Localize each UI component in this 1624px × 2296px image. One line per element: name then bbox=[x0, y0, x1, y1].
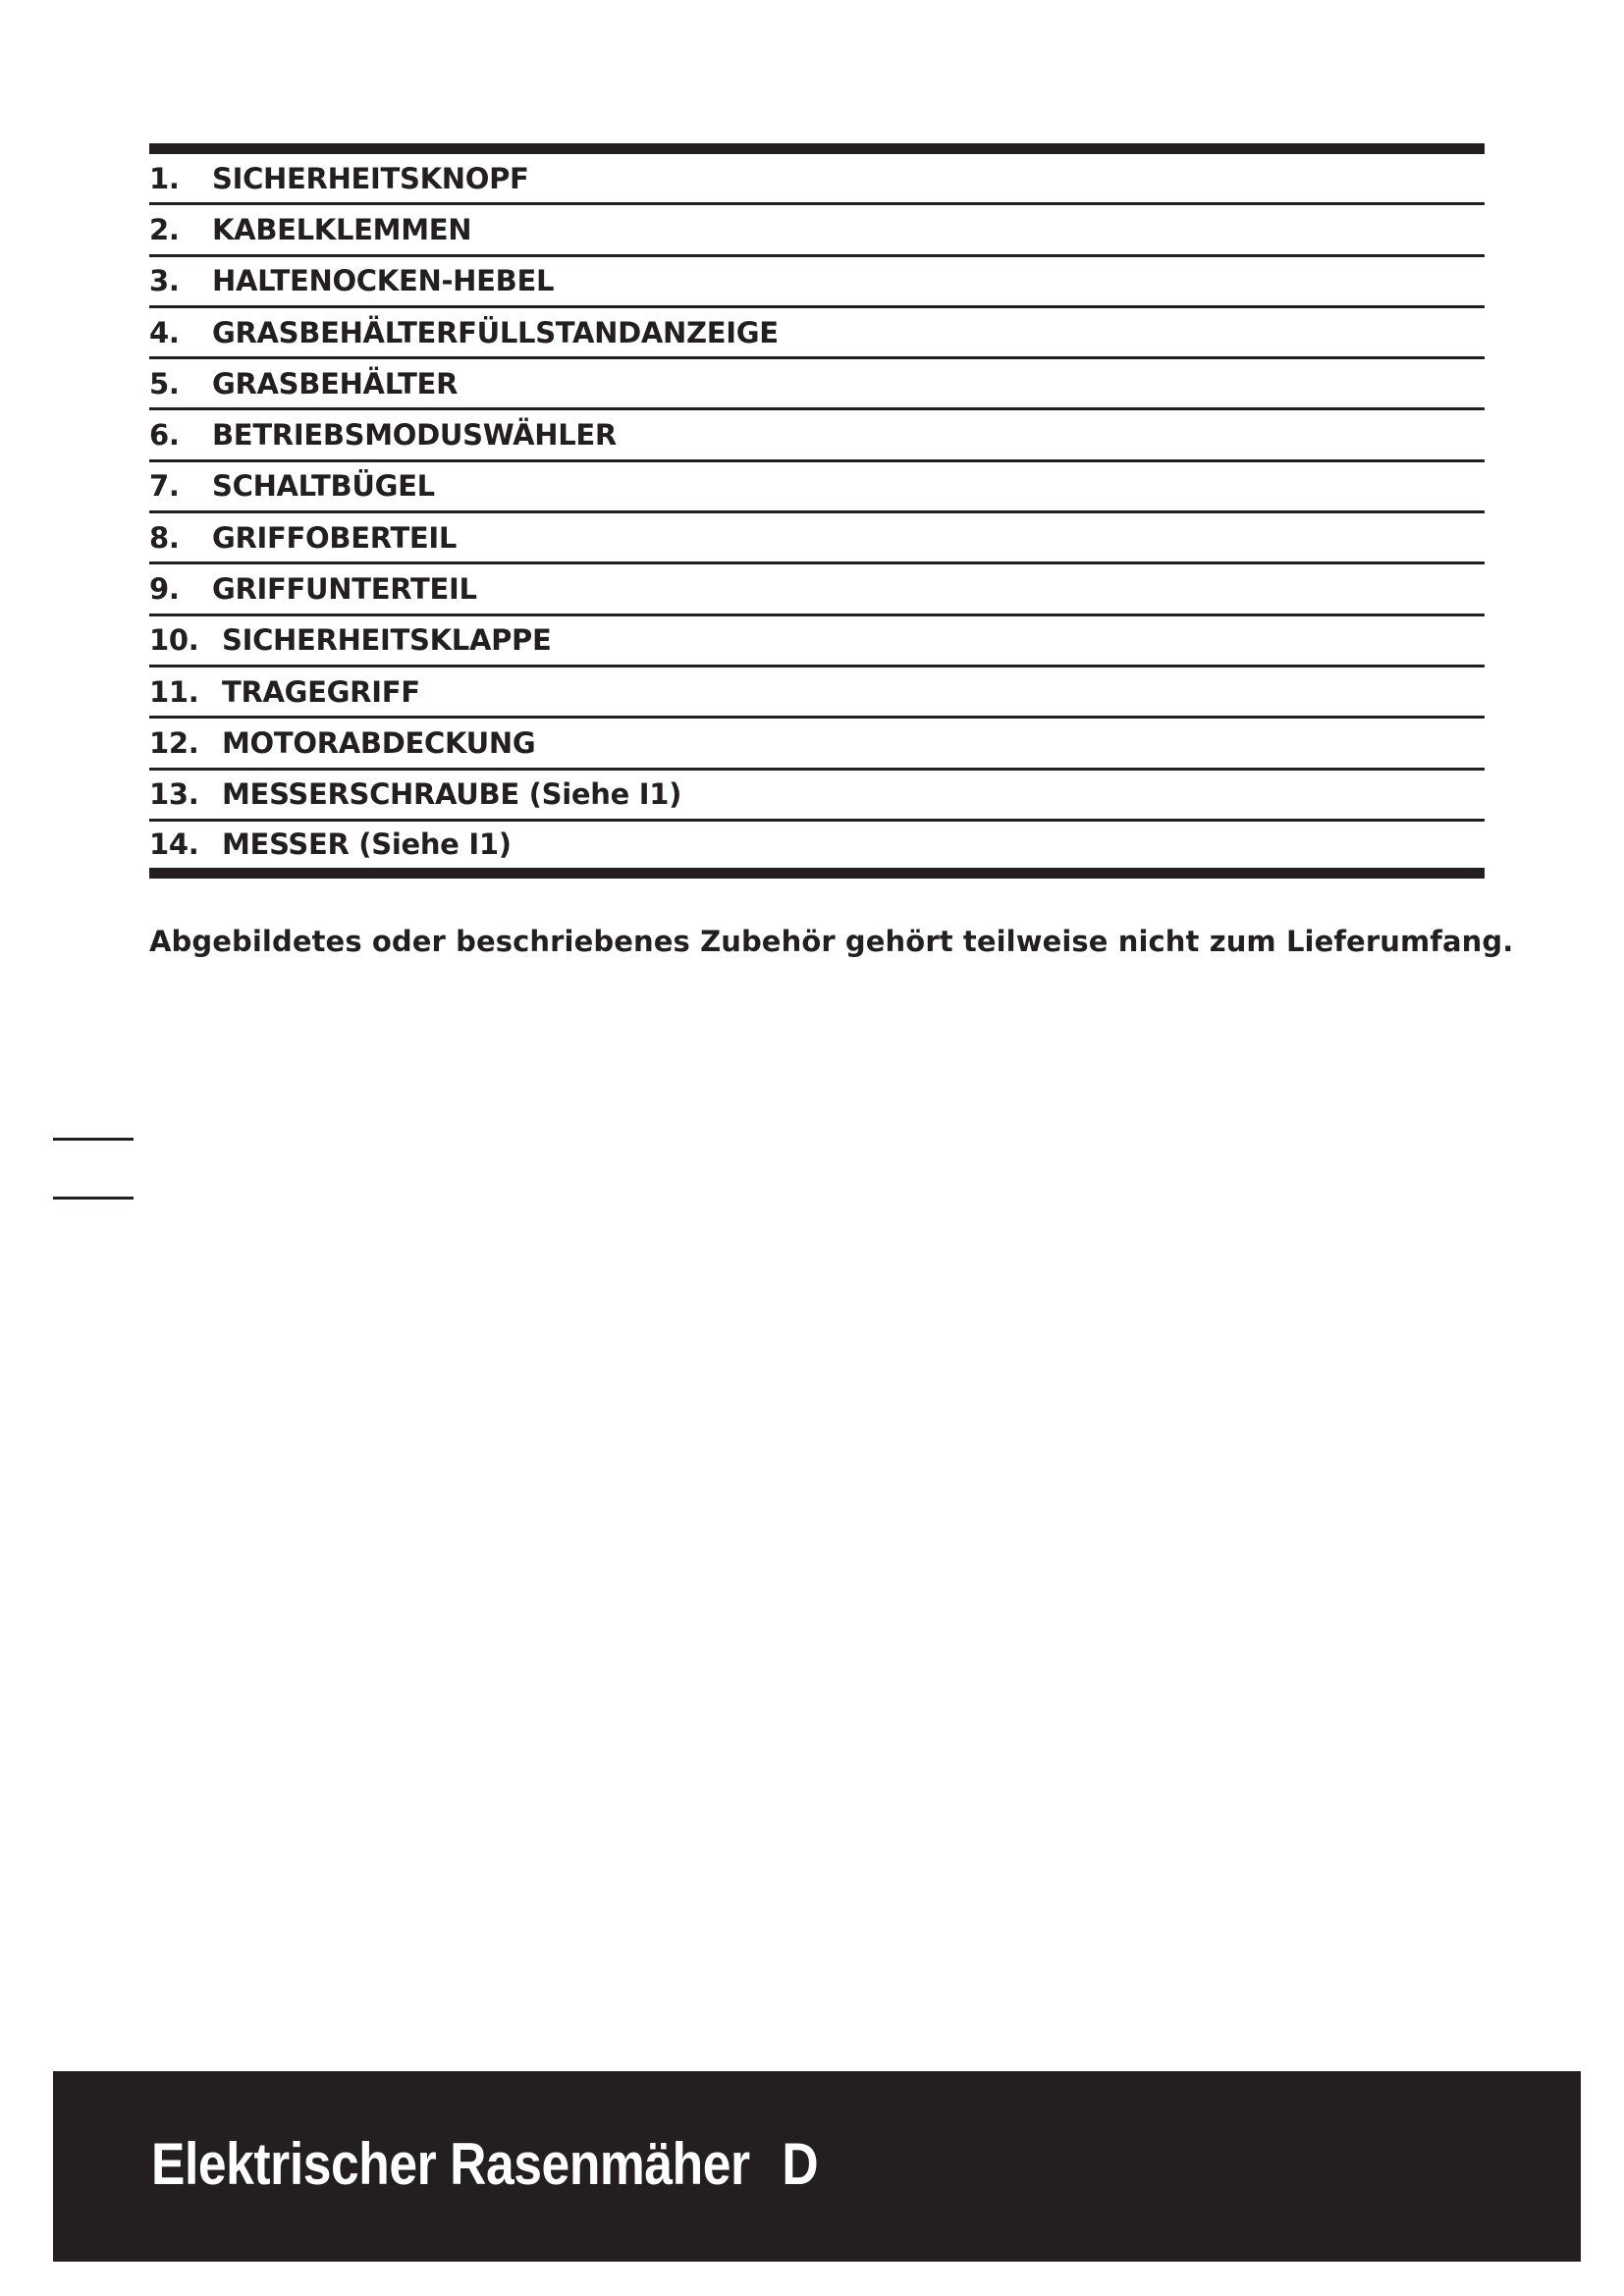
part-number: 4. bbox=[149, 315, 180, 349]
part-label: GRIFFUNTERTEIL bbox=[212, 572, 477, 607]
parts-list-item bbox=[149, 462, 1485, 513]
product-title: Elektrischer Rasenmäher bbox=[151, 2131, 750, 2197]
part-label: SICHERHEITSKNOPF bbox=[212, 161, 529, 195]
part-number: 14. bbox=[149, 828, 199, 862]
margin-rule bbox=[53, 1197, 134, 1200]
part-label: GRASBEHÄLTERFÜLLSTANDANZEIGE bbox=[212, 315, 779, 349]
parts-list-item bbox=[149, 410, 1485, 461]
part-number: 5. bbox=[149, 366, 180, 400]
part-label: MOTORABDECKUNG bbox=[222, 725, 536, 760]
part-number: 3. bbox=[149, 264, 180, 298]
parts-list-item bbox=[149, 616, 1485, 667]
parts-list bbox=[149, 143, 1485, 879]
parts-list-item bbox=[149, 308, 1485, 359]
parts-list-item bbox=[149, 564, 1485, 615]
part-number: 7. bbox=[149, 469, 180, 504]
part-number: 1. bbox=[149, 161, 180, 195]
part-number: 2. bbox=[149, 212, 180, 246]
part-number: 10. bbox=[149, 623, 199, 658]
part-label-text: MESSER bbox=[222, 828, 350, 862]
part-number: 12. bbox=[149, 725, 199, 760]
part-note: (Siehe I1) bbox=[358, 828, 512, 862]
part-label bbox=[222, 777, 681, 811]
part-label bbox=[222, 828, 512, 861]
parts-list-item bbox=[149, 513, 1485, 564]
parts-list-item bbox=[149, 667, 1485, 719]
part-label: HALTENOCKEN-HEBEL bbox=[212, 264, 555, 298]
part-number: 9. bbox=[149, 572, 180, 607]
language-code: D bbox=[782, 2131, 819, 2197]
accessories-disclaimer: Abgebildetes oder beschriebenes Zubehör gehört teilweise nicht zum Lieferumfang. bbox=[149, 925, 1514, 958]
part-note: (Siehe I1) bbox=[528, 777, 682, 812]
part-label: KABELKLEMMEN bbox=[212, 212, 472, 246]
footer-title bbox=[151, 2130, 818, 2198]
parts-list-item bbox=[149, 719, 1485, 770]
part-label: TRAGEGRIFF bbox=[222, 674, 420, 709]
part-number: 6. bbox=[149, 418, 180, 453]
part-label: GRIFFOBERTEIL bbox=[212, 520, 458, 555]
footer-band bbox=[53, 2071, 1581, 2262]
parts-list-item bbox=[149, 257, 1485, 308]
margin-rule bbox=[53, 1138, 134, 1141]
part-label: SCHALTBÜGEL bbox=[212, 469, 435, 504]
parts-list-item bbox=[149, 154, 1485, 205]
part-number: 11. bbox=[149, 674, 199, 709]
parts-list-item bbox=[149, 771, 1485, 822]
parts-list-item bbox=[149, 205, 1485, 256]
part-label-text: MESSERSCHRAUBE bbox=[222, 777, 519, 812]
part-number: 8. bbox=[149, 520, 180, 555]
parts-list-item bbox=[149, 822, 1485, 879]
part-label: SICHERHEITSKLAPPE bbox=[222, 623, 552, 658]
parts-list-item bbox=[149, 359, 1485, 410]
part-number: 13. bbox=[149, 777, 199, 812]
part-label: GRASBEHÄLTER bbox=[212, 366, 459, 400]
part-label: BETRIEBSMODUSWÄHLER bbox=[212, 418, 617, 453]
